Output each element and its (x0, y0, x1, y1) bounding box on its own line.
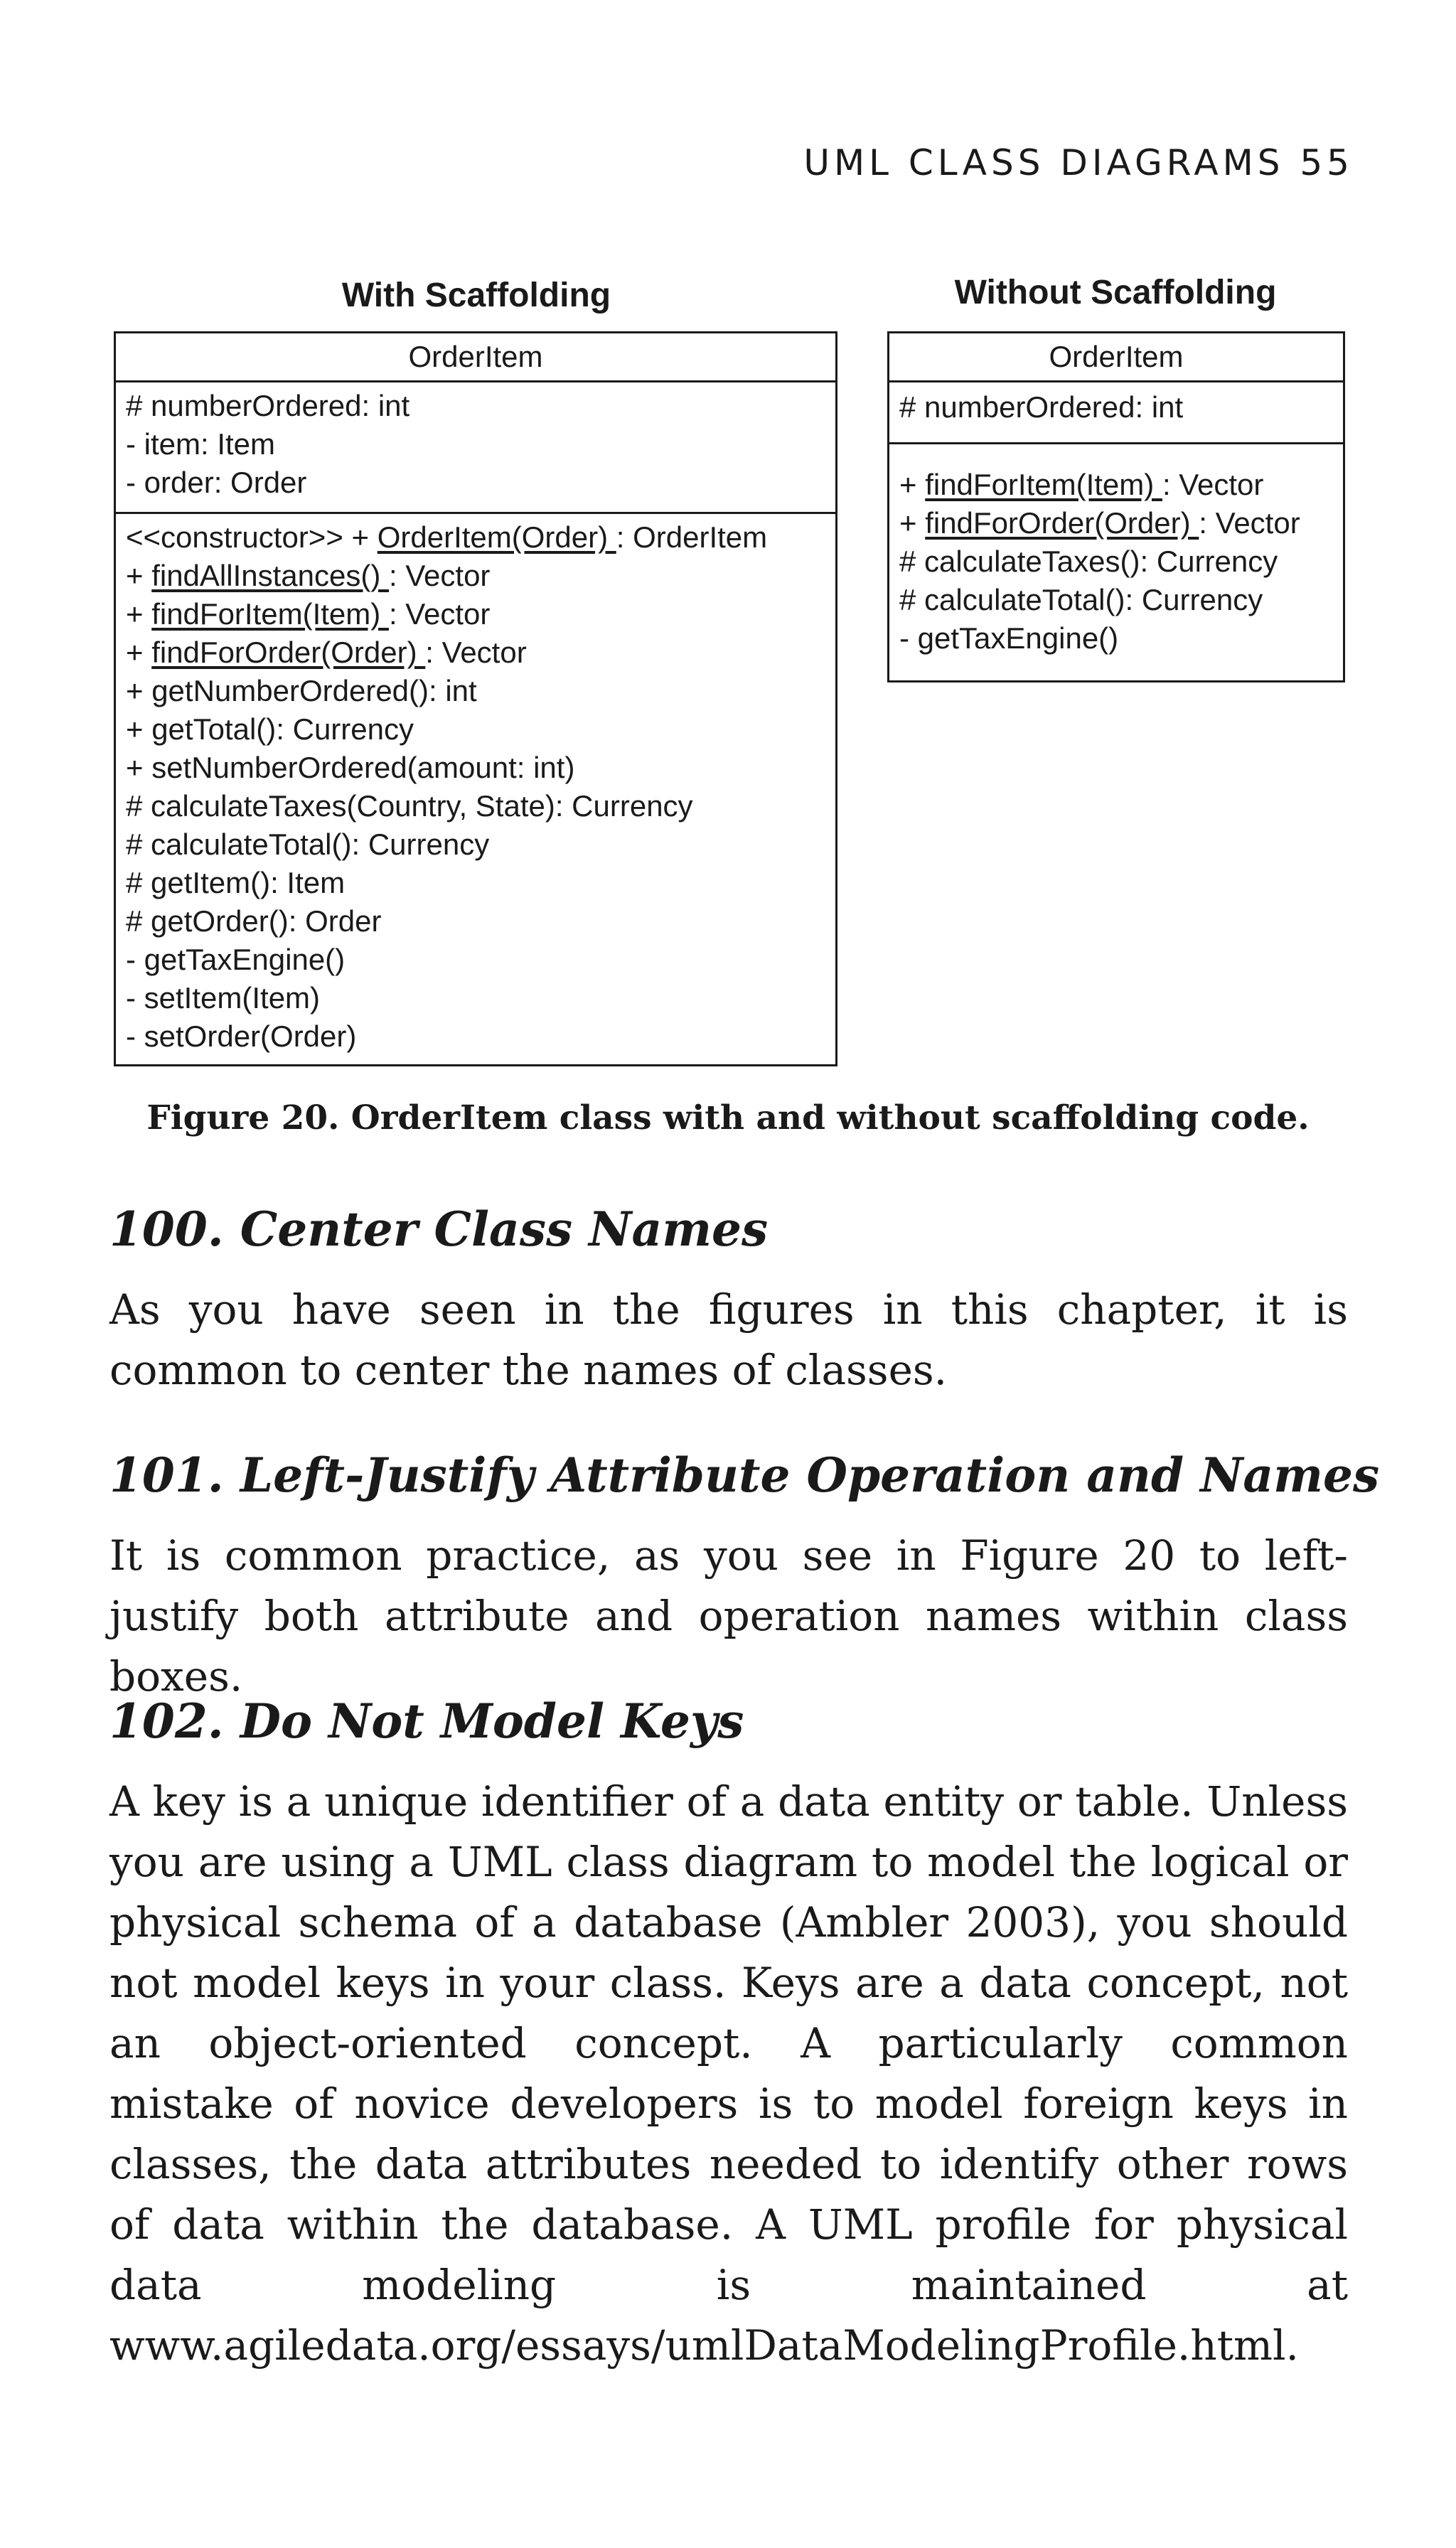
attribute-row: - item: Item (126, 427, 276, 461)
operations-compartment (889, 444, 1343, 663)
operation-row: + findForOrder(Order) : Vector (899, 506, 1300, 540)
operation-row: + findAllInstances() : Vector (126, 559, 491, 592)
section-body-100: As you have seen in the figures in this chapter, it is common to center the names of classes. (109, 1285, 1348, 1394)
operation-row: - setOrder(Order) (126, 1019, 357, 1053)
operation-row: + findForItem(Item) : Vector (126, 597, 491, 631)
attribute-row: # numberOrdered: int (899, 390, 1184, 424)
operation-row: # getOrder(): Order (126, 904, 382, 938)
section-heading-101: 101. Left-Justify Attribute Operation and Names (109, 1447, 1380, 1503)
operation-row: + findForItem(Item) : Vector (899, 468, 1264, 501)
diagram-title-without-scaffolding: Without Scaffolding (954, 274, 1277, 311)
operation-row: <<constructor>> + OrderItem(Order) : OrderItem (126, 520, 768, 554)
class-name: OrderItem (889, 333, 1343, 382)
section-heading-100: 100. Center Class Names (109, 1201, 769, 1257)
attributes-compartment (116, 382, 835, 514)
section-body-101: It is common practice, as you see in Figure 20 to left-justify both attribute and operation names within class boxes. (109, 1531, 1348, 1701)
class-name: OrderItem (116, 333, 835, 382)
figure-caption: Figure 20. OrderItem class with and without scaffolding code. (146, 1098, 1310, 1138)
diagram-title-with-scaffolding: With Scaffolding (341, 277, 611, 314)
operation-row: - setItem(Item) (126, 981, 321, 1015)
operation-row: # getItem(): Item (126, 866, 346, 899)
operations-compartment (116, 514, 835, 1061)
operation-row: - getTaxEngine() (899, 621, 1119, 655)
operation-row: # calculateTaxes(): Currency (899, 545, 1278, 578)
attributes-compartment (889, 382, 1343, 444)
operation-row: # calculateTotal(): Currency (899, 583, 1263, 616)
operation-row: + findForOrder(Order) : Vector (126, 636, 527, 669)
class-box-with-scaffolding (114, 331, 837, 1066)
operation-row: # calculateTotal(): Currency (126, 828, 490, 861)
section-heading-102: 102. Do Not Model Keys (109, 1693, 744, 1749)
running-header: UML CLASS DIAGRAMS 55 (803, 142, 1354, 183)
attribute-row: - order: Order (126, 466, 307, 499)
section-body-102: A key is a unique identifier of a data entity or table. Unless you are using a UML class diagram to model the logical or physical schema of a database (Ambler 2003), you should not model keys in your class. Keys are a data concept, not an object-oriented concept. A particularly common mistake of novice developers is to model foreign keys in classes, the data attributes needed to identify other rows of data within the database. A UML profile for physical data modeling is maintained at www.agiledata.org/essays/umlDataModelingProfile.html. (109, 1777, 1348, 2370)
operation-row: + setNumberOrdered(amount: int) (126, 751, 575, 784)
operation-row: - getTaxEngine() (126, 943, 346, 976)
operation-row: + getNumberOrdered(): int (126, 674, 477, 707)
class-box-without-scaffolding (887, 331, 1345, 682)
attribute-row: # numberOrdered: int (126, 389, 410, 422)
operation-row: + getTotal(): Currency (126, 712, 414, 746)
operation-row: # calculateTaxes(Country, State): Currency (126, 789, 693, 823)
